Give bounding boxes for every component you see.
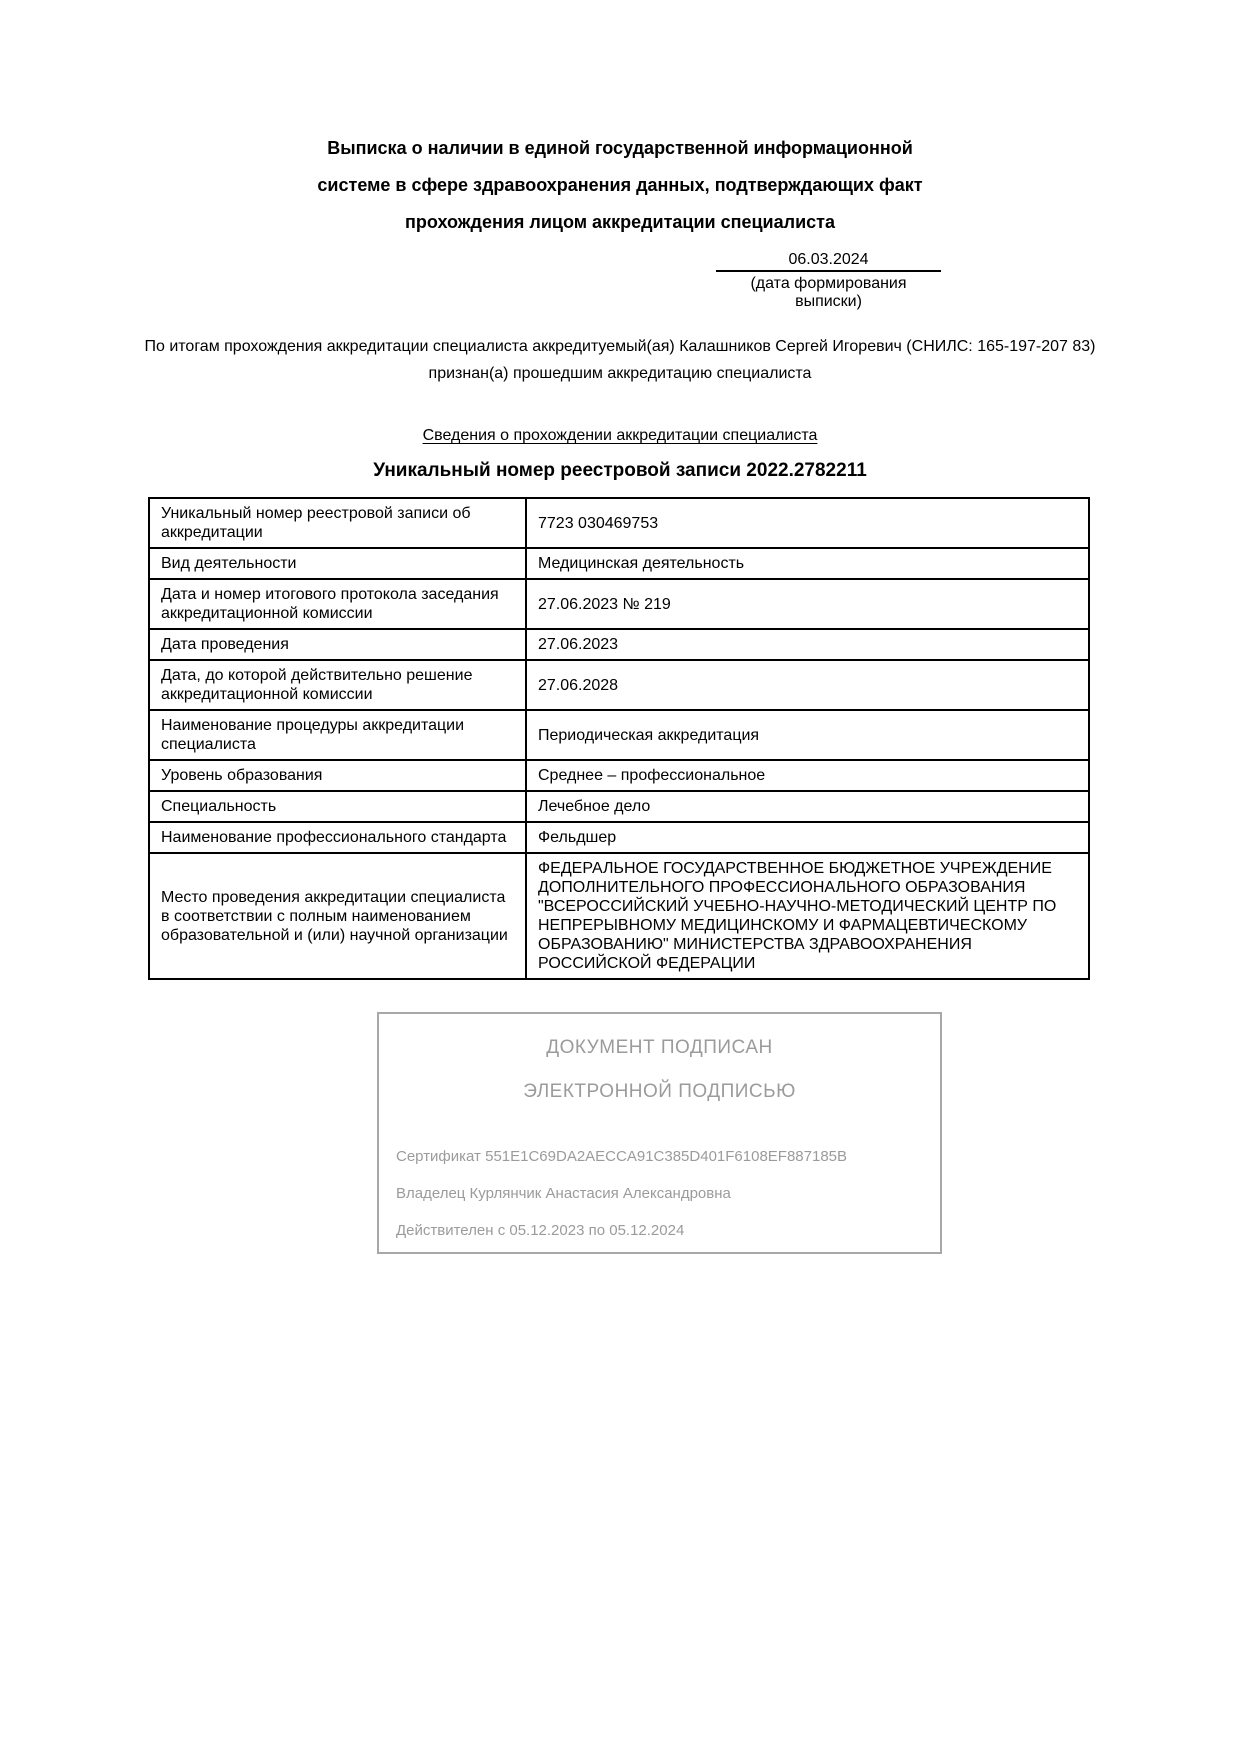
row-label: Уровень образования	[149, 760, 526, 791]
row-value: 27.06.2023	[526, 629, 1089, 660]
intro-line: По итогам прохождения аккредитации специалиста аккредитуемый(ая) Калашников Сергей Игоревич (СНИЛС: 165-197-207 83)	[144, 338, 1096, 355]
section-heading: Сведения о прохождении аккредитации специалиста	[422, 427, 818, 444]
row-label: Место проведения аккредитации специалиста в соответствии с полным наименованием образовательной и (или) научной организации	[149, 853, 526, 979]
row-label: Вид деятельности	[149, 548, 526, 579]
document-title-line: прохождения лицом аккредитации специалиста	[405, 212, 835, 232]
row-label: Дата проведения	[149, 629, 526, 660]
row-value: Медицинская деятельность	[526, 548, 1089, 579]
document-title-line: Выписка о наличии в единой государственной информационной	[327, 138, 913, 158]
row-label: Наименование профессионального стандарта	[149, 822, 526, 853]
row-label: Уникальный номер реестровой записи об аккредитации	[149, 498, 526, 548]
accreditation-table	[148, 497, 1090, 980]
signature-heading	[379, 1014, 940, 1114]
row-value: Лечебное дело	[526, 791, 1089, 822]
extract-date-caption: (дата формирования выписки)	[750, 275, 907, 310]
table-row	[149, 822, 1089, 853]
table-row	[149, 710, 1089, 760]
signature-heading-line2: ЭЛЕКТРОННОЙ ПОДПИСЬЮ	[523, 1081, 796, 1102]
table-row	[149, 579, 1089, 629]
row-value: 27.06.2028	[526, 660, 1089, 710]
owner-line: Владелец Курлянчик Анастасия Александровна	[396, 1185, 731, 1202]
row-label: Дата, до которой действительно решение аккредитационной комиссии	[149, 660, 526, 710]
row-value: Периодическая аккредитация	[526, 710, 1089, 760]
signature-box	[377, 1012, 942, 1254]
table-row	[149, 791, 1089, 822]
row-value: Фельдшер	[526, 822, 1089, 853]
table-row	[149, 498, 1089, 548]
row-label: Дата и номер итогового протокола заседания аккредитационной комиссии	[149, 579, 526, 629]
table-row	[149, 853, 1089, 979]
row-label: Наименование процедуры аккредитации специалиста	[149, 710, 526, 760]
certificate-line: Сертификат 551E1C69DA2AECCA91C385D401F6108EF887185B	[396, 1148, 848, 1165]
row-label: Специальность	[149, 791, 526, 822]
document-title-line: системе в сфере здравоохранения данных, подтверждающих факт	[317, 175, 923, 195]
table-row	[149, 548, 1089, 579]
table-row	[149, 660, 1089, 710]
table-row	[149, 760, 1089, 791]
registry-record-heading: Уникальный номер реестровой записи 2022.2782211	[373, 460, 867, 481]
validity-line: Действителен с 05.12.2023 по 05.12.2024	[396, 1222, 685, 1239]
signature-details	[379, 1138, 940, 1249]
extract-date-block	[716, 251, 941, 311]
table-row	[149, 629, 1089, 660]
document-title	[0, 0, 1240, 241]
intro-paragraph	[0, 333, 1240, 387]
row-value: 7723 030469753	[526, 498, 1089, 548]
extract-date-value: 06.03.2024	[716, 251, 941, 272]
row-value: ФЕДЕРАЛЬНОЕ ГОСУДАРСТВЕННОЕ БЮДЖЕТНОЕ УЧРЕЖДЕНИЕ ДОПОЛНИТЕЛЬНОГО ПРОФЕССИОНАЛЬНОГО ОБРАЗОВАНИЯ "ВСЕРОССИЙСКИЙ УЧЕБНО-НАУЧНО-МЕТОДИЧЕСКИЙ ЦЕНТР ПО НЕПРЕРЫВНОМУ МЕДИЦИНСКОМУ И ФАРМАЦЕВТИЧЕСКОМУ ОБРАЗОВАНИЮ" МИНИСТЕРСТВА ЗДРАВООХРАНЕНИЯ РОССИЙСКОЙ ФЕДЕРАЦИИ	[526, 853, 1089, 979]
row-value: 27.06.2023 № 219	[526, 579, 1089, 629]
signature-heading-line1: ДОКУМЕНТ ПОДПИСАН	[546, 1037, 773, 1058]
intro-line: признан(а) прошедшим аккредитацию специалиста	[428, 365, 812, 382]
row-value: Среднее – профессиональное	[526, 760, 1089, 791]
